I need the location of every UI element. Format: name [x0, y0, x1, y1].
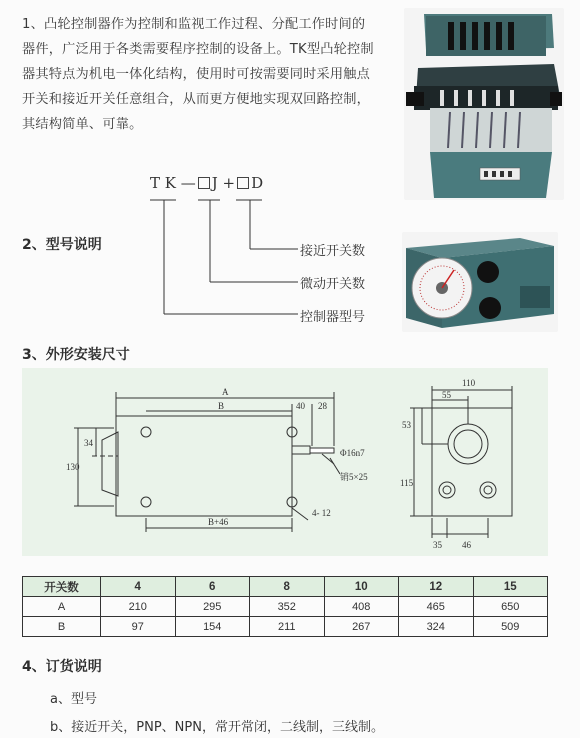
hole-label: 4- 12: [312, 508, 331, 518]
dim-b46-label: B+46: [208, 517, 229, 527]
shaft-label: Φ16n7: [340, 448, 365, 458]
table-cell: 509: [473, 617, 548, 637]
dim-53-label: 53: [402, 420, 411, 430]
dim-a-label: A: [222, 387, 229, 397]
intro-line: 器其特点为机电一体化结构，使用时可按需要同时采用触点: [22, 67, 371, 82]
table-cell: 154: [175, 617, 250, 637]
section-heading-order: 4、订货说明: [22, 659, 102, 675]
table-header-cell: 开关数: [23, 577, 101, 597]
dim-115-label: 115: [400, 478, 414, 488]
dim-110-label: 110: [462, 378, 476, 388]
dim-b-label: B: [218, 401, 225, 411]
intro-paragraph: [22, 12, 400, 137]
dimension-drawing: [22, 368, 548, 556]
table-cell: 211: [250, 617, 325, 637]
label-controller-model: 控制器型号: [300, 310, 366, 325]
model-code-box: [237, 177, 249, 189]
dimension-drawing-svg: [22, 368, 548, 556]
cam-controller-photo: [404, 8, 564, 200]
order-item-model: a、型号: [50, 692, 97, 707]
table-header-row: [23, 577, 548, 597]
model-code-leaders: [140, 196, 300, 326]
intro-line: 开关和接近开关任意组合，从而更方便地实现双回路控制，: [22, 92, 371, 107]
table-row: [23, 617, 548, 637]
intro-line: 器件，广泛用于各类需要程序控制的设备上。TK型凸轮控制: [22, 42, 374, 57]
dim-28-label: 28: [318, 401, 327, 411]
controller-dial-photo: [402, 232, 558, 332]
intro-line: 其结构简单、可靠。: [22, 117, 143, 132]
intro-line: 1、凸轮控制器作为控制和监视工作过程、分配工作时间的: [22, 17, 366, 32]
model-code-box: [198, 177, 210, 189]
label-micro-switch-count: 微动开关数: [300, 277, 366, 292]
dim-130-label: 130: [66, 462, 80, 472]
table-cell: 324: [399, 617, 474, 637]
table-row: [23, 597, 548, 617]
dim-40-label: 40: [296, 401, 305, 411]
model-code-suffix: D: [251, 174, 264, 192]
model-code: [150, 174, 263, 192]
table-cell: 352: [250, 597, 325, 617]
table-cell: 267: [324, 617, 399, 637]
table-cell: 650: [473, 597, 548, 617]
order-item-proximity-switch: b、接近开关，PNP、NPN，常开常闭，二线制，三线制。: [50, 720, 384, 735]
section-heading-dimensions: 3、外形安装尺寸: [22, 347, 130, 363]
dim-55-label: 55: [442, 390, 451, 400]
section-heading-model: 2、型号说明: [22, 237, 102, 253]
table-header-cell: 4: [101, 577, 176, 597]
model-code-prefix: T K —: [150, 174, 196, 192]
table-header-cell: 15: [473, 577, 548, 597]
table-cell: 210: [101, 597, 176, 617]
table-header-cell: 10: [324, 577, 399, 597]
dim-34-label: 34: [84, 438, 93, 448]
table-cell: 295: [175, 597, 250, 617]
switch-count-table: [22, 576, 548, 637]
table-row-label: B: [23, 617, 101, 637]
table-cell: 408: [324, 597, 399, 617]
key-label: 销5×25: [340, 472, 368, 482]
model-code-middle: J +: [211, 174, 236, 192]
table-cell: 97: [101, 617, 176, 637]
table-header-cell: 8: [250, 577, 325, 597]
table-header-cell: 12: [399, 577, 474, 597]
dim-46-label: 46: [462, 540, 471, 550]
table-row-label: A: [23, 597, 101, 617]
dim-35-label: 35: [433, 540, 442, 550]
table-cell: 465: [399, 597, 474, 617]
table-header-cell: 6: [175, 577, 250, 597]
label-proximity-switch-count: 接近开关数: [300, 244, 366, 259]
